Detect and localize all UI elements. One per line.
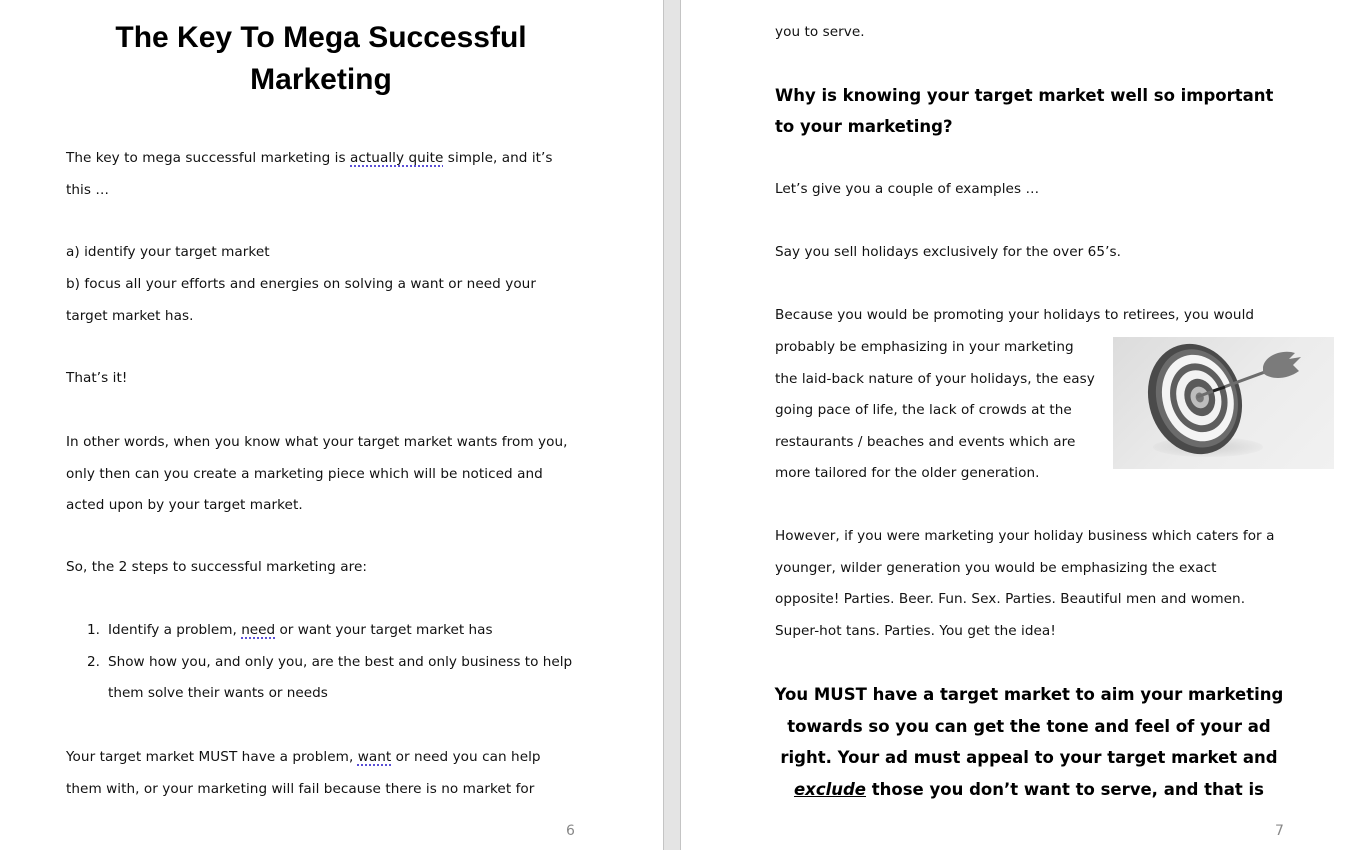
item-a: a) identify your target market bbox=[66, 244, 270, 260]
must-have-problem-paragraph bbox=[66, 742, 576, 805]
conclusion-callout bbox=[773, 679, 1285, 805]
spellcheck-flag[interactable]: actually quite bbox=[350, 150, 444, 166]
p5-text-b: or need you can help them with, or your marketing will fail because there is no market for bbox=[66, 749, 541, 797]
step-text-a: Identify a problem, bbox=[108, 622, 242, 638]
intro-text-a: The key to mega successful marketing is bbox=[66, 150, 351, 166]
intro-paragraph bbox=[66, 143, 576, 206]
p5-text-a: Your target market MUST have a problem, bbox=[66, 749, 358, 765]
spellcheck-flag[interactable]: need bbox=[241, 622, 276, 638]
page-number: 7 bbox=[1275, 823, 1284, 839]
page-number: 6 bbox=[566, 823, 575, 839]
page-7 bbox=[681, 0, 1356, 850]
over-65-paragraph: Say you sell holidays exclusively for the over 65’s. bbox=[775, 244, 1121, 260]
page-6 bbox=[0, 0, 663, 850]
spellcheck-flag[interactable]: want bbox=[357, 749, 392, 765]
conclusion-text-b: those you don’t want to serve, and that is bbox=[866, 779, 1265, 799]
page-title: The Key To Mega Successful Marketing bbox=[115, 21, 527, 96]
item-b: b) focus all your efforts and energies on solving a want or need your target market has. bbox=[66, 276, 536, 324]
step-text-b: or want your target market has bbox=[275, 622, 493, 638]
section-heading: Why is knowing your target market well so important to your marketing? bbox=[775, 86, 1274, 136]
continued-text: you to serve. bbox=[775, 24, 865, 40]
examples-intro: Let’s give you a couple of examples … bbox=[775, 181, 1040, 197]
step-number: 2. bbox=[87, 653, 100, 670]
intro-text-b: simple, and it’s this … bbox=[66, 150, 553, 198]
younger-generation-paragraph: However, if you were marketing your holiday business which caters for a younger, wilder generation you would be emphasizing the exact opposite! Parties. Beer. Fun. Sex. Parties. Beautiful men and women. Super-hot tans. Parties. You get the idea! bbox=[775, 528, 1275, 639]
steps-list bbox=[66, 615, 576, 710]
in-other-words-paragraph: In other words, when you know what your target market wants from you, only then can you create a marketing piece which will be noticed and acted upon by your target market. bbox=[66, 434, 568, 513]
retirees-paragraph-line1: Because you would be promoting your holidays to retirees, you would bbox=[775, 307, 1255, 323]
dartboard-icon bbox=[1113, 337, 1334, 469]
conclusion-text-a: You MUST have a target market to aim your marketing towards so you can get the tone and feel of your ad right. Your ad must appeal to your target market and bbox=[774, 685, 1284, 767]
retirees-paragraph-rest: probably be emphasizing in your marketing the laid-back nature of your holidays, the easy going pace of life, the lack of crowds at the restaurants / beaches and events which are more tailored for the older generation. bbox=[775, 339, 1095, 481]
conclusion-emphasis: exclude bbox=[793, 779, 867, 799]
step-text: Show how you, and only you, are the best and only business to help them solve their wants or needs bbox=[108, 653, 573, 701]
step-item bbox=[66, 615, 576, 647]
dartboard-target-image bbox=[1113, 337, 1334, 469]
page-gutter bbox=[663, 0, 681, 850]
step-number: 1. bbox=[87, 622, 100, 638]
two-steps-intro: So, the 2 steps to successful marketing are: bbox=[66, 559, 367, 575]
step-item bbox=[66, 647, 576, 710]
thats-it-paragraph: That’s it! bbox=[66, 370, 128, 386]
